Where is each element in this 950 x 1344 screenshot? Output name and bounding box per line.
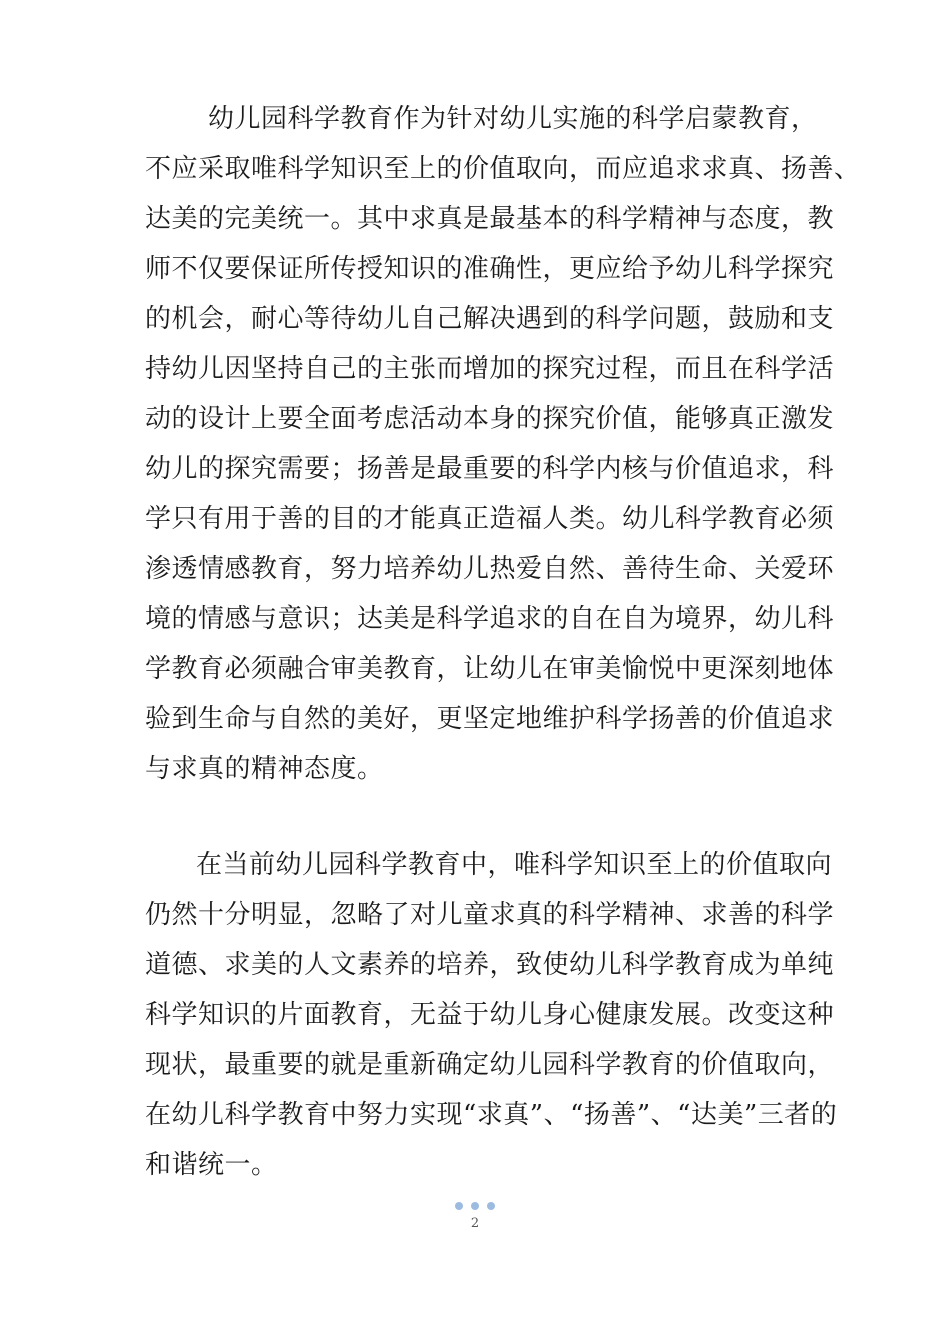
dot-icon	[455, 1202, 463, 1210]
paragraph-1-line-4: 师不仅要保证所传授知识的准确性，更应给予幼儿科学探究	[145, 254, 835, 284]
paragraph-1-line-8: 幼儿的探究需要；扬善是最重要的科学内核与价值追求，科	[145, 454, 835, 484]
paragraph-1-line-2: 不应采取唯科学知识至上的价值取向，而应追求求真、扬善、	[145, 154, 861, 184]
paragraph-2-line-4: 科学知识的片面教育，无益于幼儿身心健康发展。改变这种	[145, 1000, 835, 1030]
paragraph-1-line-7: 动的设计上要全面考虑活动本身的探究价值，能够真正激发	[145, 404, 835, 434]
page-number: 2	[470, 1216, 480, 1231]
paragraph-1-line-14: 与求真的精神态度。	[145, 754, 384, 784]
page-separator-dots-icon	[455, 1200, 495, 1212]
dot-icon	[487, 1202, 495, 1210]
paragraph-2-line-2: 仍然十分明显，忽略了对儿童求真的科学精神、求善的科学	[145, 900, 835, 930]
paragraph-2-line-3: 道德、求美的人文素养的培养，致使幼儿科学教育成为单纯	[145, 950, 835, 980]
paragraph-2-line-6: 在幼儿科学教育中努力实现“求真”、“扬善”、“达美”三者的	[145, 1100, 838, 1130]
dot-icon	[471, 1202, 479, 1210]
paragraph-2-line-1: 在当前幼儿园科学教育中，唯科学知识至上的价值取向	[196, 850, 833, 880]
paragraph-1-line-1: 幼儿园科学教育作为针对幼儿实施的科学启蒙教育，	[208, 104, 818, 134]
paragraph-1-line-12: 学教育必须融合审美教育，让幼儿在审美愉悦中更深刻地体	[145, 654, 835, 684]
paragraph-1-line-9: 学只有用于善的目的才能真正造福人类。幼儿科学教育必须	[145, 504, 835, 534]
paragraph-1-line-3: 达美的完美统一。其中求真是最基本的科学精神与态度，教	[145, 204, 835, 234]
paragraph-1-line-11: 境的情感与意识；达美是科学追求的自在自为境界，幼儿科	[145, 604, 835, 634]
paragraph-1-line-10: 渗透情感教育，努力培养幼儿热爱自然、善待生命、关爱环	[145, 554, 835, 584]
paragraph-1-line-5: 的机会，耐心等待幼儿自己解决遇到的科学问题，鼓励和支	[145, 304, 835, 334]
paragraph-2-line-5: 现状，最重要的就是重新确定幼儿园科学教育的价值取向，	[145, 1050, 835, 1080]
paragraph-1-line-6: 持幼儿因坚持自己的主张而增加的探究过程，而且在科学活	[145, 354, 835, 384]
paragraph-1-line-13: 验到生命与自然的美好，更坚定地维护科学扬善的价值追求	[145, 704, 835, 734]
paragraph-2-line-7: 和谐统一。	[145, 1150, 278, 1180]
